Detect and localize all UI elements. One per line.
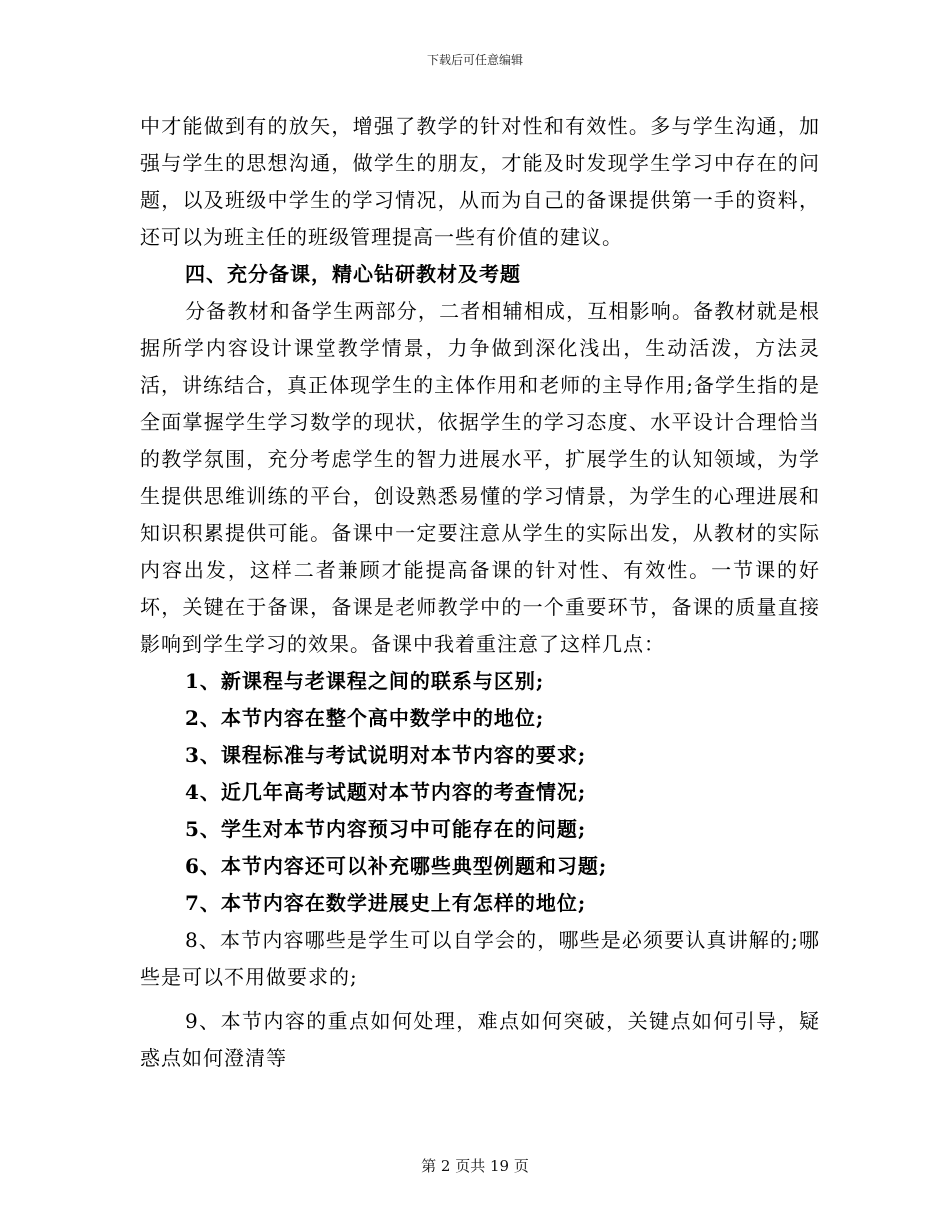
list-item-6: 6、本节内容还可以补充哪些典型例题和习题;	[185, 854, 608, 878]
list-item-5: 5、学生对本节内容预习中可能存在的问题;	[185, 817, 587, 841]
list-item-7: 7、本节内容在数学进展史上有怎样的地位;	[185, 891, 587, 915]
list-item-1: 1、新课程与老课程之间的联系与区别;	[185, 669, 545, 693]
section-heading: 四、充分备课，精心钻研教材及考题	[185, 262, 521, 286]
document-body	[140, 108, 820, 1077]
list-item-2: 2、本节内容在整个高中数学中的地位;	[185, 706, 545, 730]
page-number: 第 2 页共 19 页	[421, 1157, 529, 1175]
page-header-note: 下载后可任意编辑	[426, 53, 523, 67]
list-item-3: 3、课程标准与考试说明对本节内容的要求;	[185, 743, 587, 767]
paragraph-continued: 中才能做到有的放矢，增强了教学的针对性和有效性。多与学生沟通，加强与学生的思想沟通，做学生的朋友，才能及时发现学生学习中存在的问题，以及班级中学生的学习情况，从而为自己的备课提供第一手的资料，还可以为班主任的班级管理提高一些有价值的建议。	[140, 114, 820, 249]
list-item-4: 4、近几年高考试题对本节内容的考查情况;	[185, 780, 587, 804]
list-item-9: 9、本节内容的重点如何处理，难点如何突破，关键点如何引导，疑惑点如何澄清等	[140, 1009, 820, 1070]
paragraph-main: 分备教材和备学生两部分，二者相辅相成，互相影响。备教材就是根据所学内容设计课堂教学情景，力争做到深化浅出，生动活泼，方法灵活，讲练结合，真正体现学生的主体作用和老师的主导作用;备学生指的是全面掌握学生学习数学的现状，依据学生的学习态度、水平设计合理恰当的教学氛围，充分考虑学生的智力进展水平，扩展学生的认知领域，为学生提供思维训练的平台，创设熟悉易懂的学习情景，为学生的心理进展和知识积累提供可能。备课中一定要注意从学生的实际出发，从教材的实际内容出发，这样二者兼顾才能提高备课的针对性、有效性。一节课的好坏，关键在于备课，备课是老师教学中的一个重要环节，备课的质量直接影响到学生学习的效果。备课中我着重注意了这样几点：	[140, 299, 820, 656]
list-item-8: 8、本节内容哪些是学生可以自学会的，哪些是必须要认真讲解的;哪些是可以不用做要求的;	[140, 928, 820, 989]
